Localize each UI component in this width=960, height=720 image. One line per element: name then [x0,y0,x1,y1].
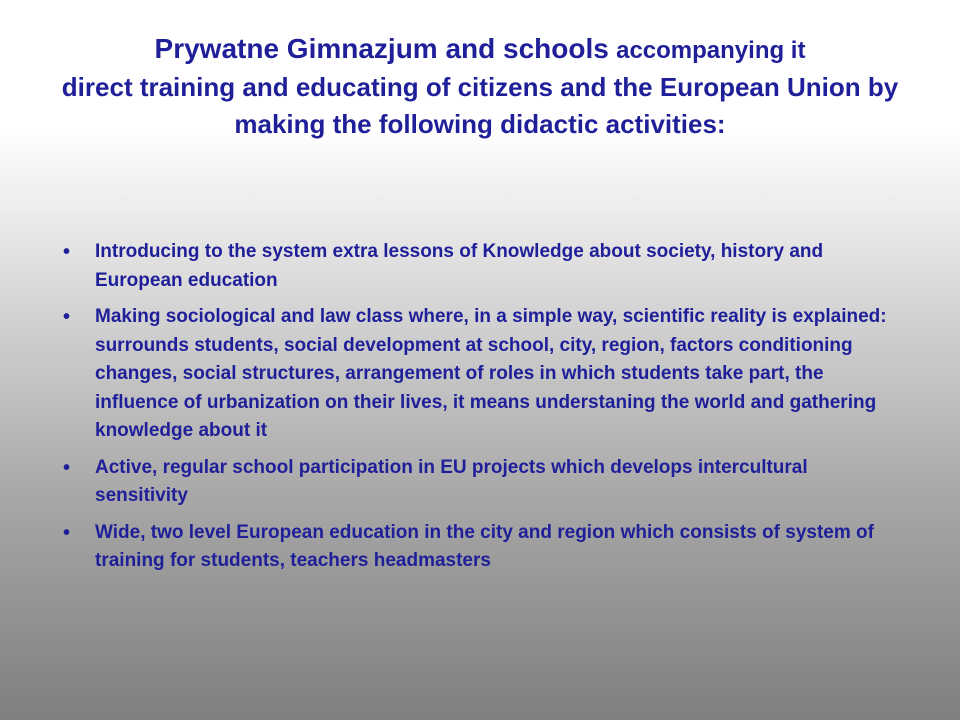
bullet-text: Active, regular school participation in EU projects which develops intercultural sensitivity [95,456,808,506]
bullet-text: Wide, two level European education in the city and region which consists of system of training for students, teachers headmasters [95,521,874,571]
bullet-item [58,519,888,576]
title-part-2: accompanying it [616,37,806,64]
bullet-dot-icon: • [63,241,71,263]
bullet-dot-icon: • [63,456,71,479]
bullet-dot-icon: • [63,306,71,328]
title-part-3: direct training and educating of citizens and the European Union by making the following didactic activities: [61,72,899,139]
bullet-text: Introducing to the system extra lessons of Knowledge about society, history and European education [95,241,824,291]
bullet-text: Making sociological and law class where, in a simple way, scientific reality is explained: surrounds students, social development at school, city, region, factors conditioning changes, social structures, arrangement of roles in which students take part, the influence of urbanization on their lives, it means understaning the world and gathering knowledge about it [95,306,887,441]
bullet-list [58,238,888,584]
bullet-item [58,454,888,511]
bullet-dot-icon: • [63,521,71,544]
slide-title [40,30,920,143]
title-part-1: Prywatne Gimnazjum and schools [154,33,609,64]
bullet-item [58,238,888,295]
bullet-item [58,303,888,446]
